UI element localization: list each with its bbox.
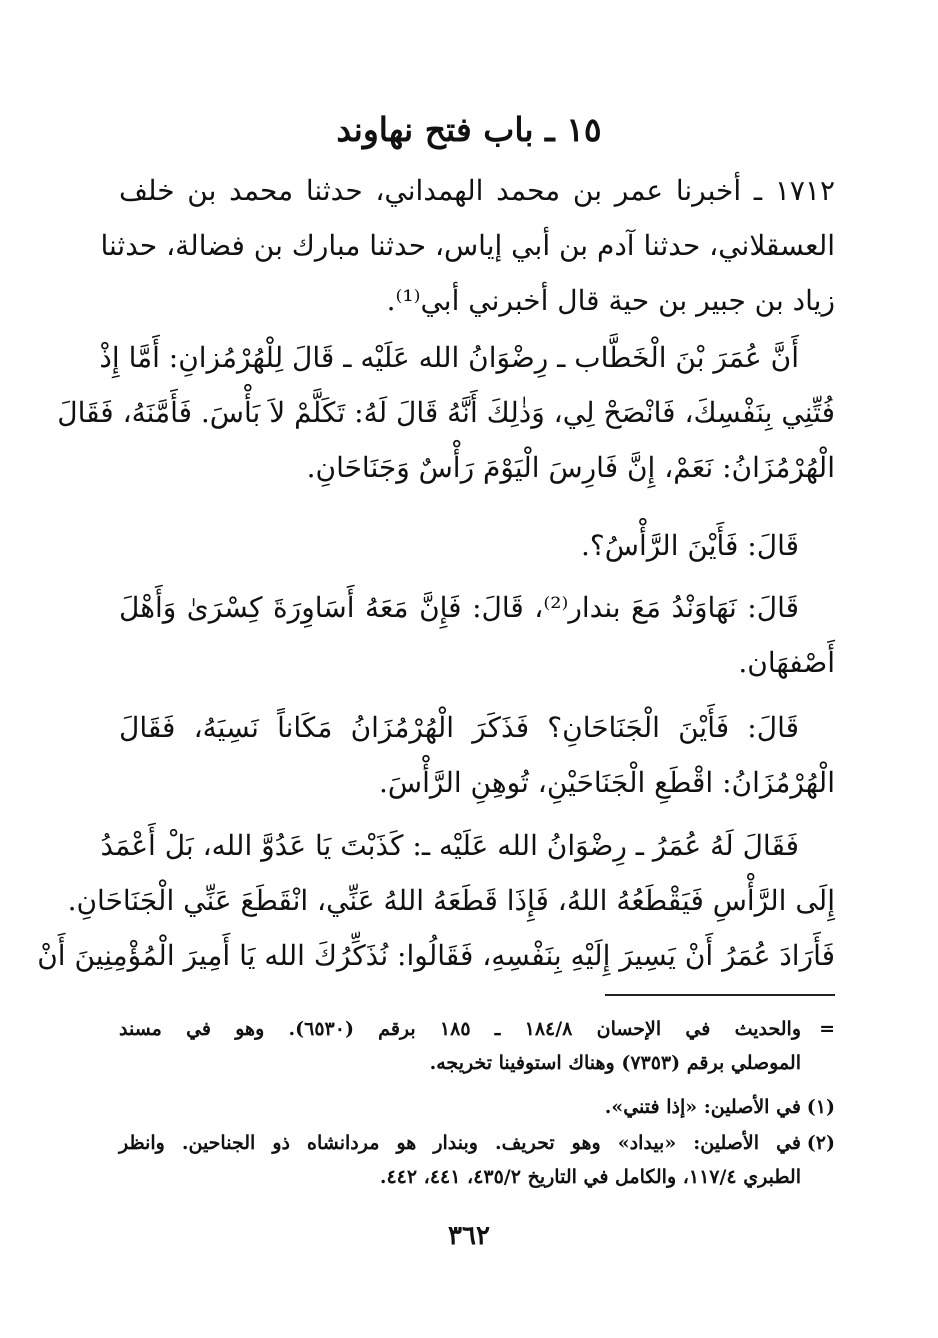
footnote-separator: [605, 994, 835, 996]
footnote-text: الموصلي برقم (٧٣٥٣) وهناك استوفينا تخريجه.: [429, 1052, 801, 1074]
chapter-heading: ١٥ ـ باب فتح نهاوند: [336, 110, 602, 149]
text-line: العسقلاني، حدثنا آدم بن أبي إياس، حدثنا مبارك بن فضالة، حدثنا: [100, 229, 835, 262]
footnote-continuation: [119, 1012, 835, 1080]
text-line: فَقَالَ لَهُ عُمَرُ ـ رِضْوَانُ الله عَلَيْه ـ: كَذَبْتَ يَا عَدُوَّ الله، بَلْ أَعْمَدُ: [100, 829, 799, 862]
footnote-text: والحديث في الإحسان ١٨٤/٨ ـ ١٨٥ برقم (٦٥٣٠). وهو في مسند: [119, 1018, 802, 1040]
hadith-paragraph: [119, 700, 835, 810]
footnote-text: في الأصلين: «بيداد» وهو تحريف. وبندار هو مردانشاه ذو الجناحين. وانظر: [119, 1132, 801, 1154]
hadith-paragraph: [37, 818, 835, 983]
hadith-paragraph: [57, 330, 835, 495]
text-line: قَالَ: فَأَيْنَ الْجَنَاحَانِ؟ فَذَكَرَ الْهُرْمُزَانُ مَكَاناً نَسِيَهُ، فَقَالَ: [119, 711, 799, 744]
continuation-marker: =: [819, 1018, 836, 1040]
text-line: إِلَى الرَّأْسِ فَيَقْطَعُهُ اللهُ، فَإِذَا قَطَعَهُ اللهُ عَنِّي، انْقَطَعَ عَنِّي الْجَنَاحَانِ.: [67, 884, 835, 917]
text-line: أَنَّ عُمَرَ بْنَ الْخَطَّاب ـ رِضْوَانُ الله عَلَيْه ـ قَالَ لِلْهُرْمُزانِ: أَمَّا إِذْ: [99, 341, 799, 374]
hadith-paragraph: [119, 580, 835, 690]
text-line: فَأَرَادَ عُمَرُ أَنْ يَسِيرَ إِلَيْهِ بِنَفْسِهِ، فَقَالُوا: نُذَكِّرُكَ الله يَا أَمِيرَ الْمُؤْمِنِينَ أَنْ: [37, 939, 835, 972]
text-line: فُتِّنِي بِنَفْسِكَ، فَانْصَحْ لِي، وَذٰلِكَ أَنَّهُ قَالَ لَهُ: تَكَلَّمْ لاَ بَأْسَ. فَأَمَّنَهُ، فَقَالَ: [57, 396, 835, 429]
text-line: أَصْفهَان.: [738, 646, 835, 679]
footnote-2: [119, 1126, 835, 1194]
text-line: الْهُرْمُزَانُ: اقْطَعِ الْجَنَاحَيْنِ، تُوهِنِ الرَّأْسَ.: [379, 766, 835, 799]
hadith-paragraph: [119, 518, 835, 573]
text-line: ١٧١٢ ـ أخبرنا عمر بن محمد الهمداني، حدثنا محمد بن خلف: [119, 174, 835, 207]
footnote-1: [119, 1090, 835, 1124]
hadith-isnad: [100, 163, 835, 328]
text-line: قَالَ: نَهَاوَنْدُ مَعَ بندار⁽²⁾، قَالَ: فَإِنَّ مَعَهُ أَسَاوِرَةَ كِسْرَىٰ وَأَهْلَ: [119, 591, 799, 624]
footnote-marker: (١): [806, 1096, 835, 1118]
footnote-text: في الأصلين: «إذا فتني».: [604, 1096, 801, 1118]
page-number: ٣٦٢: [448, 1221, 490, 1251]
footnote-text: الطبري ١١٧/٤، والكامل في التاريخ ٤٣٥/٢، ٤٤١، ٤٤٢.: [379, 1166, 801, 1188]
text-line: قَالَ: فَأَيْنَ الرَّأْسُ؟.: [581, 529, 799, 562]
text-line: زياد بن جبير بن حية قال أخبرني أبي⁽¹⁾.: [386, 284, 835, 317]
text-line: الْهُرْمُزَانُ: نَعَمْ، إِنَّ فَارِسَ الْيَوْمَ رَأْسٌ وَجَنَاحَانِ.: [306, 451, 835, 484]
footnote-marker: (٢): [806, 1132, 835, 1154]
